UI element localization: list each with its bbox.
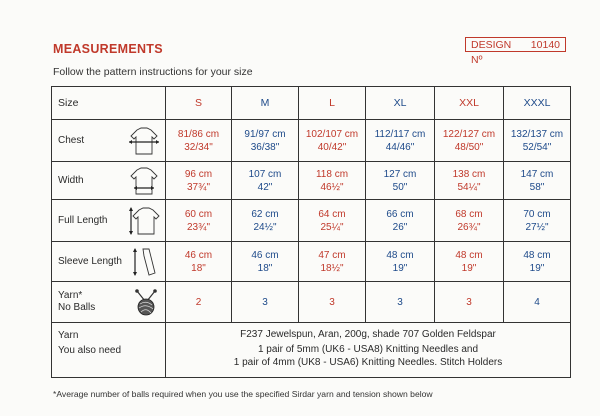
full-length-xxl: 68 cm 26¾": [435, 200, 504, 242]
footnote: *Average number of balls required when you use the specified Sirdar yarn and tension shown below: [53, 389, 433, 399]
yarn-ball-icon: [131, 287, 161, 317]
needles-line-2: 1 pair of 4mm (UK8 - USA6) Knitting Needles. Stitch Holders: [233, 357, 503, 368]
width-xxl: 138 cm 54¼": [435, 162, 504, 200]
full-length-xxxl: 70 cm 27½": [504, 200, 571, 242]
sleeve-length-l: 47 cm 18½": [299, 242, 366, 282]
sweater-chest-icon: [127, 126, 161, 156]
yarn-description: F237 Jewelspun, Aran, 200g, shade 707 Golden Feldspar: [240, 329, 496, 340]
table-row: [52, 242, 571, 282]
sleeve-length-xxxl: 48 cm 19": [504, 242, 571, 282]
chest-xxxl: 132/137 cm 52/54": [504, 120, 571, 162]
table-row: [52, 200, 571, 242]
design-label: DESIGN Nº: [471, 39, 512, 66]
full-length-s: 60 cm 23¾": [166, 200, 232, 242]
full-length-xl: 66 cm 26": [366, 200, 435, 242]
size-m: M: [232, 87, 299, 120]
width-m: 107 cm 42": [232, 162, 299, 200]
table-row: [52, 282, 571, 323]
yarn-info-labels: [52, 323, 166, 378]
yarn-info-row: [52, 323, 571, 378]
chest-xxl: 122/127 cm 48/50": [435, 120, 504, 162]
no-balls-label: No Balls: [58, 302, 96, 313]
full-length-label: Full Length: [58, 214, 108, 226]
width-xxxl: 147 cm 58": [504, 162, 571, 200]
balls-s: 2: [166, 282, 232, 323]
full-length-l: 64 cm 25¼": [299, 200, 366, 242]
yarn-info-details: [166, 323, 571, 378]
chest-xl: 112/117 cm 44/46": [366, 120, 435, 162]
table-row: [52, 120, 571, 162]
needles-line-1: 1 pair of 5mm (UK6 - USA8) Knitting Needles and: [257, 344, 479, 355]
width-s: 96 cm 37¾": [166, 162, 232, 200]
row-label-full-length: [52, 200, 166, 242]
balls-xl: 3: [366, 282, 435, 323]
width-label: Width: [58, 174, 84, 186]
balls-xxxl: 4: [504, 282, 571, 323]
yarn-info-label: Yarn: [58, 330, 79, 341]
size-label: Size: [52, 87, 166, 120]
size-header-row: [52, 87, 571, 120]
sleeve-length-xxl: 48 cm 19": [435, 242, 504, 282]
size-xxxl: XXXL: [504, 87, 571, 120]
measurements-table: [51, 86, 571, 378]
size-l: L: [299, 87, 366, 120]
balls-l: 3: [299, 282, 366, 323]
table-row: [52, 162, 571, 200]
balls-xxl: 3: [435, 282, 504, 323]
yarn-label: Yarn*: [58, 290, 83, 301]
width-l: 118 cm 46½": [299, 162, 366, 200]
width-xl: 127 cm 50": [366, 162, 435, 200]
size-s: S: [166, 87, 232, 120]
size-xl: XL: [366, 87, 435, 120]
full-length-m: 62 cm 24½": [232, 200, 299, 242]
chest-label: Chest: [58, 134, 85, 146]
sweater-length-icon: [127, 205, 161, 237]
row-label-yarn-balls: [52, 282, 166, 323]
balls-m: 3: [232, 282, 299, 323]
design-number: 10140: [530, 39, 560, 51]
sleeve-length-m: 46 cm 18": [232, 242, 299, 282]
chest-s: 81/86 cm 32/34": [166, 120, 232, 162]
intro-text: Follow the pattern instructions for your size: [53, 66, 253, 78]
sweater-width-icon: [127, 166, 161, 196]
sleeve-length-icon: [127, 246, 161, 278]
chest-l: 102/107 cm 40/42": [299, 120, 366, 162]
also-need-label: You also need: [58, 345, 122, 356]
chest-m: 91/97 cm 36/38": [232, 120, 299, 162]
sleeve-length-s: 46 cm 18": [166, 242, 232, 282]
row-label-width: [52, 162, 166, 200]
sleeve-length-xl: 48 cm 19": [366, 242, 435, 282]
row-label-chest: [52, 120, 166, 162]
size-xxl: XXL: [435, 87, 504, 120]
design-number-box: [465, 37, 566, 66]
sleeve-length-label: Sleeve Length: [58, 255, 122, 267]
page-title: MEASUREMENTS: [53, 42, 163, 56]
row-label-sleeve-length: [52, 242, 166, 282]
